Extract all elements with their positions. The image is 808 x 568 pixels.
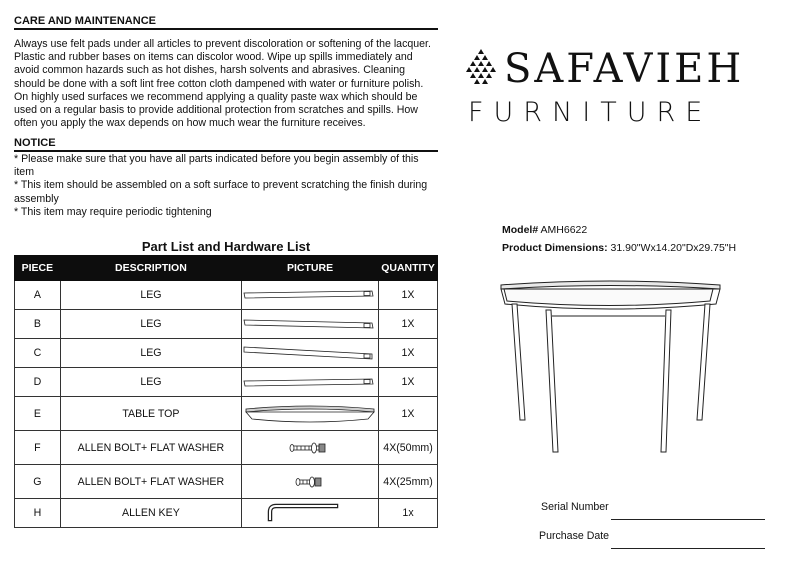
piece-cell: C [15, 339, 61, 368]
table-row [15, 310, 438, 339]
model-line [502, 224, 587, 236]
notice-item: * This item should be assembled on a soft surface to prevent scratching the finish during assembly [14, 179, 428, 205]
description-cell: ALLEN BOLT+ FLAT WASHER [60, 465, 241, 499]
notice-item: * Please make sure that you have all parts indicated before you begin assembly of this item [14, 153, 419, 179]
serial-number-label: Serial Number [541, 501, 609, 513]
description-cell: LEG [60, 310, 241, 339]
leg-icon [242, 288, 378, 302]
notice-list [14, 153, 438, 219]
notice-heading: NOTICE [14, 137, 438, 152]
parts-table [14, 255, 438, 528]
description-cell: LEG [60, 281, 241, 310]
model-value: AMH6622 [540, 224, 588, 236]
bolt-washer-icon [242, 474, 378, 490]
piece-cell: F [15, 431, 61, 465]
bolt-washer-icon [242, 440, 378, 456]
quantity-cell: 1X [379, 310, 438, 339]
leg-icon [242, 317, 378, 331]
leg-icon [242, 375, 378, 389]
piece-cell: A [15, 281, 61, 310]
header-description: DESCRIPTION [60, 256, 241, 281]
leg-icon [242, 345, 378, 361]
description-cell: ALLEN KEY [60, 499, 241, 528]
brand-name: SAFAVIEH [504, 46, 745, 92]
piece-cell: G [15, 465, 61, 499]
notice-item: * This item may require periodic tightening [14, 205, 212, 218]
quantity-cell: 4X(25mm) [379, 465, 438, 499]
table-top-icon [242, 403, 378, 425]
parts-list-title: Part List and Hardware List [141, 239, 311, 254]
care-text: Always use felt pads under all articles to prevent discoloration or softening of the lacquer. Plastic and rubber bases on items can discolor wood. Wipe up spills immediately and avoid common hazards such as hot dishes, harsh solvents and abrasives. Cleaning should be done with a soft lint free cotton cloth dampened with water or furniture polish. On highly used surfaces we recommend applying a quality paste wax which should be used on a regular basis to provide additional protection from scratches and spills. How often you apply the wax depends on how much wear the furniture receives. [14, 38, 431, 130]
header-piece: PIECE [15, 256, 61, 281]
allen-key-icon [242, 501, 378, 525]
quantity-cell: 1X [379, 368, 438, 397]
serial-number-line[interactable] [611, 519, 765, 520]
table-row [15, 368, 438, 397]
quantity-cell: 4X(50mm) [379, 431, 438, 465]
header-picture: PICTURE [242, 256, 379, 281]
purchase-date-line[interactable] [611, 548, 765, 549]
description-cell: LEG [60, 339, 241, 368]
table-row [15, 499, 438, 528]
description-cell: LEG [60, 368, 241, 397]
dimensions-line [502, 242, 736, 254]
quantity-cell: 1X [379, 281, 438, 310]
table-row [15, 465, 438, 499]
piece-cell: D [15, 368, 61, 397]
table-row [15, 431, 438, 465]
brand-logo [464, 44, 764, 134]
dimensions-value: 31.90"Wx14.20"Dx29.75"H [610, 242, 737, 254]
console-table-illustration [498, 280, 723, 460]
piece-cell: E [15, 397, 61, 431]
purchase-date-label: Purchase Date [539, 530, 610, 542]
model-label: Model# [502, 224, 539, 236]
table-row [15, 397, 438, 431]
piece-cell: H [15, 499, 61, 528]
logo-mark-icon [464, 49, 498, 85]
care-heading: CARE AND MAINTENANCE [14, 15, 438, 30]
description-cell: TABLE TOP [60, 397, 241, 431]
description-cell: ALLEN BOLT+ FLAT WASHER [60, 431, 241, 465]
table-header-row [15, 256, 438, 281]
header-quantity: QUANTITY [379, 256, 438, 281]
table-row [15, 281, 438, 310]
brand-subtitle: FURNITURE [468, 97, 713, 128]
quantity-cell: 1X [379, 397, 438, 431]
quantity-cell: 1x [379, 499, 438, 528]
table-row [15, 339, 438, 368]
quantity-cell: 1X [379, 339, 438, 368]
dimensions-label: Product Dimensions: [502, 242, 608, 254]
piece-cell: B [15, 310, 61, 339]
